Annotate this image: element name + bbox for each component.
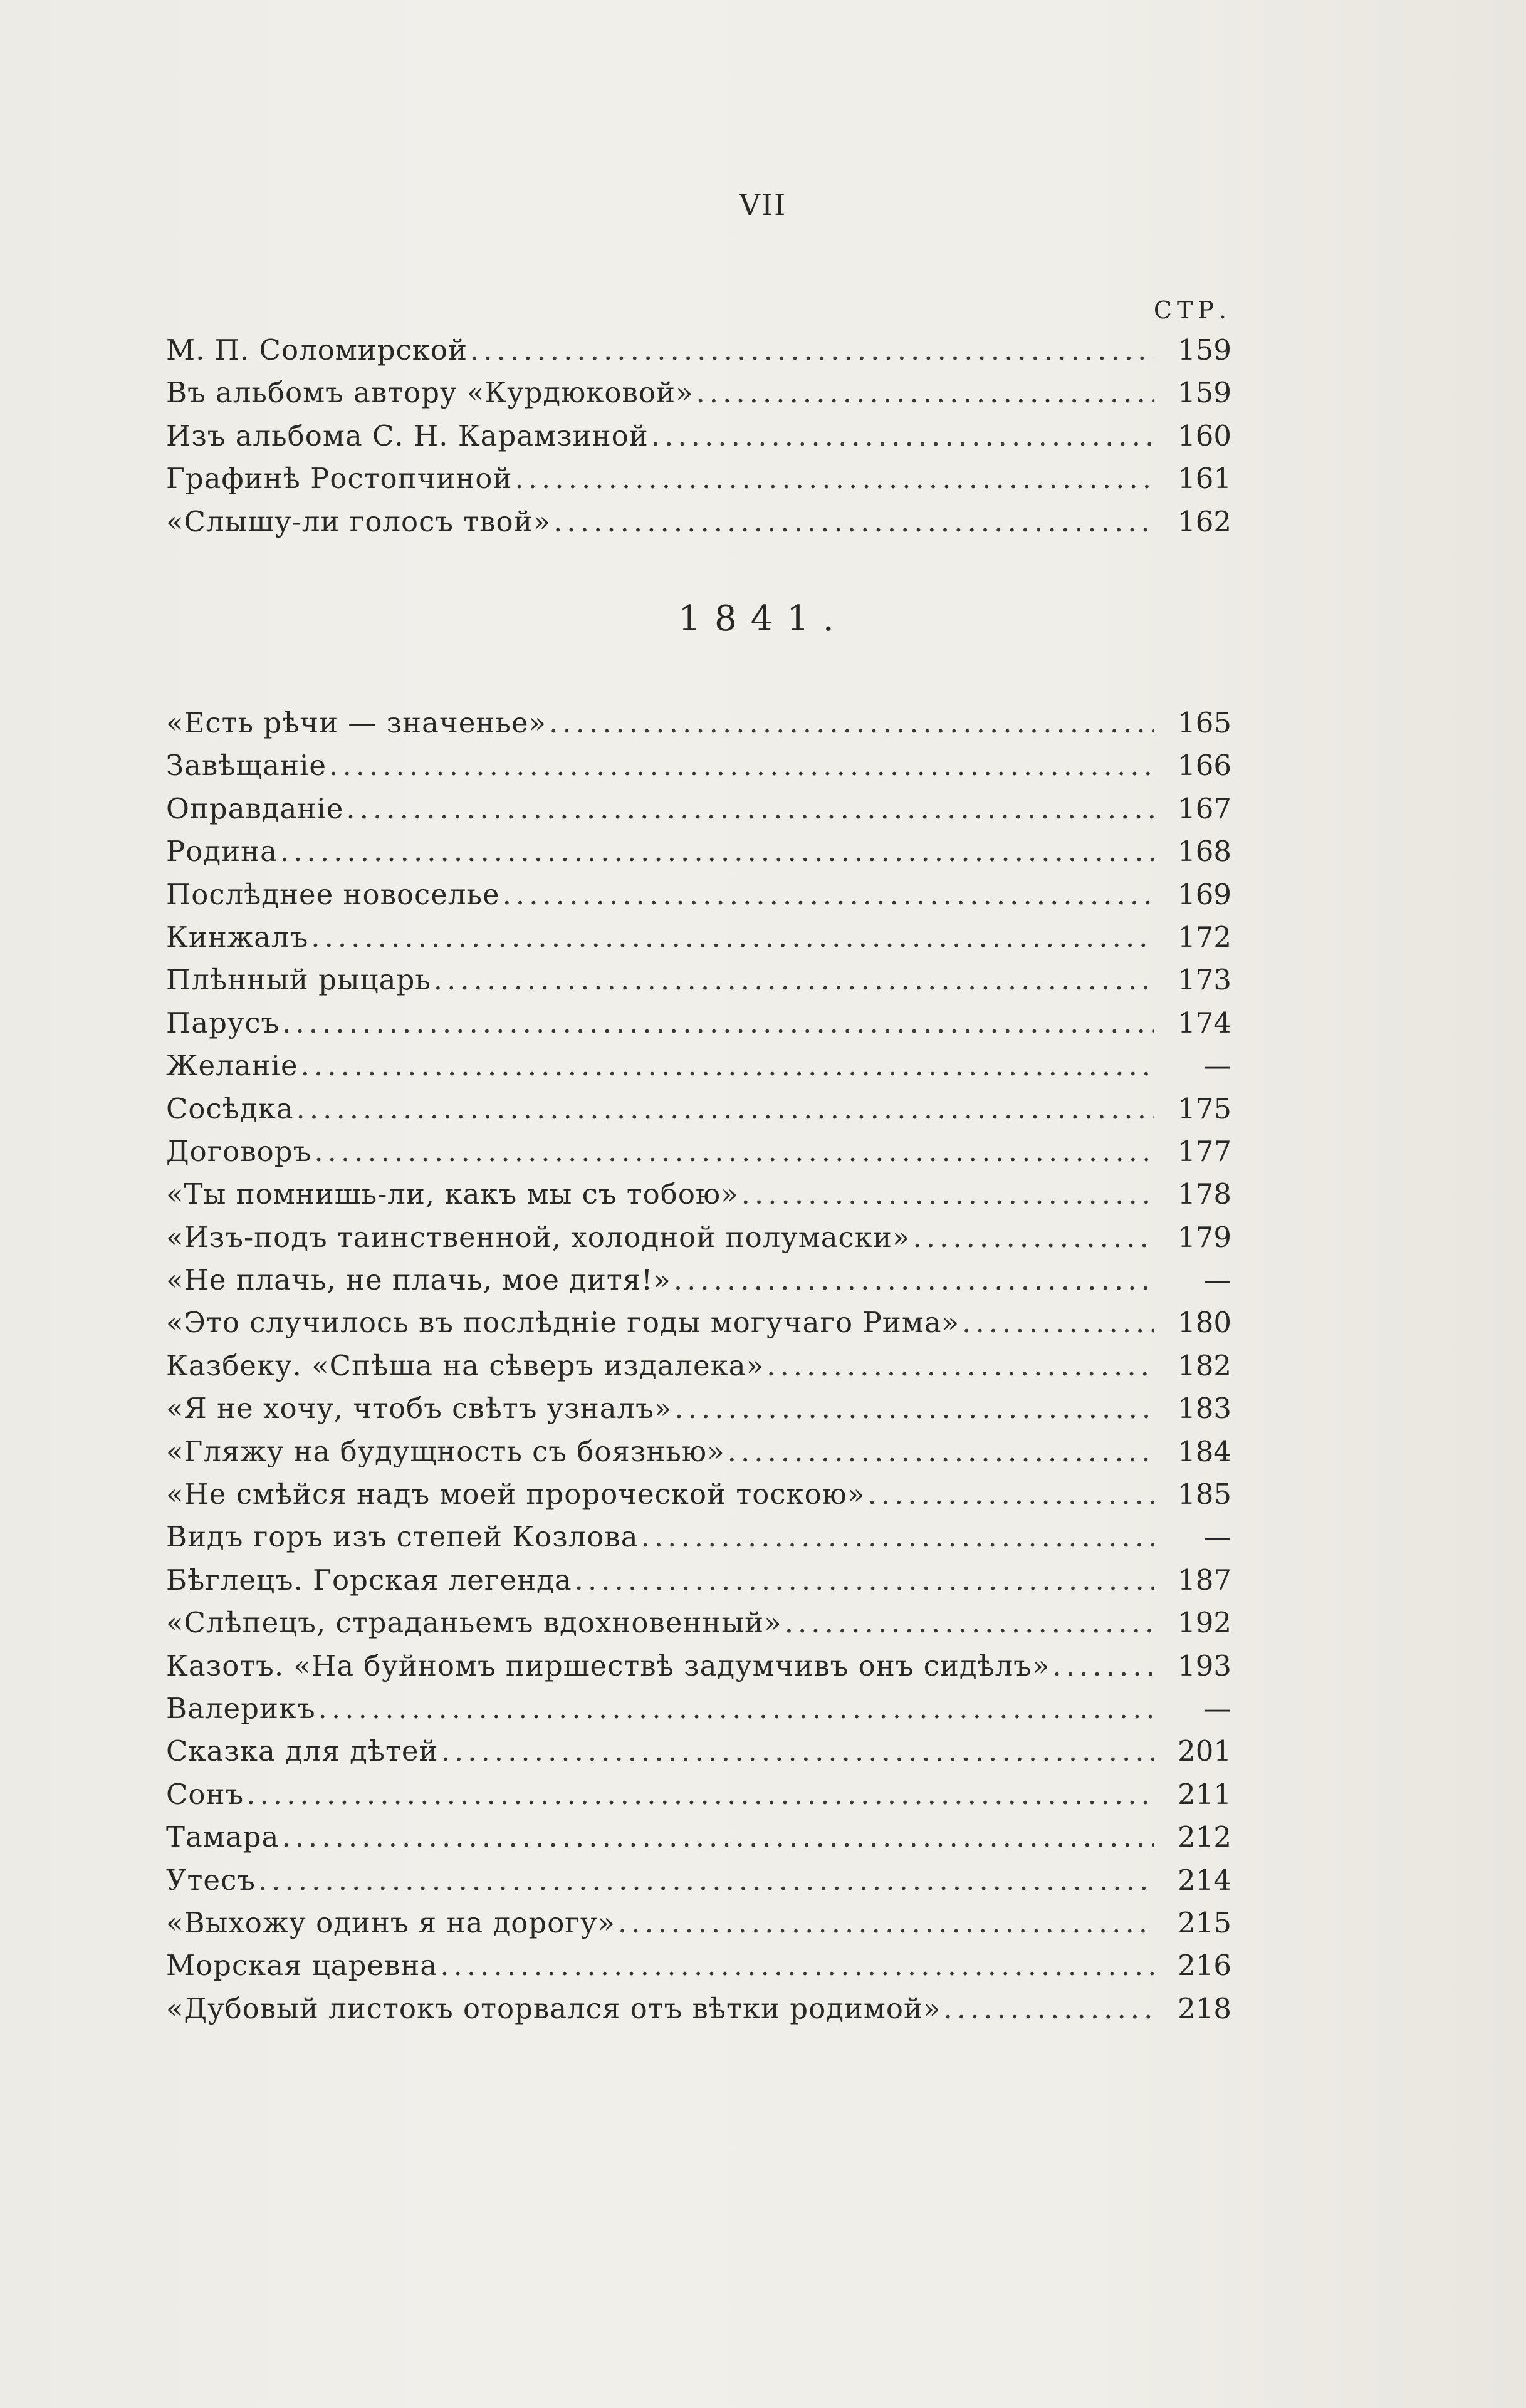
toc-entry-title: «Дубовый листокъ оторвался отъ вѣтки родимой» — [166, 1991, 941, 2025]
toc-entry — [166, 1559, 1231, 1602]
dot-leader — [329, 744, 1154, 787]
dot-leader — [470, 329, 1154, 372]
toc-entry — [166, 1387, 1231, 1430]
dot-leader — [296, 1088, 1154, 1130]
toc-entry-page: 177 — [1178, 1134, 1231, 1168]
toc-entry-title: Тамара — [166, 1820, 280, 1854]
toc-entry-page: 212 — [1178, 1820, 1231, 1854]
toc-entry-page: 161 — [1178, 462, 1231, 496]
dot-leader — [280, 830, 1154, 873]
toc-entry-page: 182 — [1178, 1348, 1231, 1382]
dot-leader — [867, 1473, 1154, 1516]
toc-entry-page: 166 — [1178, 749, 1231, 783]
toc-entry — [166, 1002, 1231, 1045]
toc-entry-title: Плѣнный рыцарь — [166, 963, 431, 997]
dot-leader — [258, 1859, 1154, 1902]
toc-entry — [166, 1730, 1231, 1773]
dot-leader — [441, 1730, 1154, 1773]
toc-entry — [166, 329, 1231, 372]
dot-leader — [785, 1602, 1154, 1644]
toc-entry-title: Видъ горъ изъ степей Козлова — [166, 1520, 639, 1554]
toc-entry — [166, 1988, 1231, 2030]
toc-entry-page: 175 — [1178, 1092, 1231, 1125]
toc-entry-title: Изъ альбома С. Н. Карамзиной — [166, 419, 649, 452]
toc-entry — [166, 1088, 1231, 1130]
toc-entry-page: 179 — [1178, 1220, 1231, 1254]
toc-entry-page: 216 — [1178, 1949, 1231, 1983]
toc-entry — [166, 1902, 1231, 1944]
dot-leader — [503, 873, 1154, 916]
toc-entry — [166, 1345, 1231, 1387]
toc-entry — [166, 1944, 1231, 1987]
dot-leader — [434, 959, 1154, 1001]
toc-entry-title: Сосѣдка — [166, 1092, 294, 1125]
dot-leader — [314, 1130, 1154, 1173]
dot-leader — [282, 1002, 1154, 1045]
dot-leader — [311, 916, 1154, 959]
toc-entry-title: «Слышу-ли голосъ твой» — [166, 504, 551, 538]
toc-entry-title: Бѣглецъ. Горская легенда — [166, 1563, 572, 1597]
toc-entry-title: Послѣднее новоселье — [166, 877, 500, 911]
toc-entry-title: Сказка для дѣтей — [166, 1734, 439, 1768]
toc-entry-page: 187 — [1178, 1563, 1231, 1597]
toc-entry-page: 218 — [1178, 1991, 1231, 2025]
year-heading: 1841. — [678, 598, 848, 639]
dot-leader — [674, 1387, 1154, 1430]
toc-entry — [166, 372, 1231, 414]
toc-entry — [166, 415, 1231, 457]
dot-leader — [440, 1944, 1154, 1987]
toc-entry-page: 169 — [1178, 877, 1231, 911]
dot-leader — [281, 1816, 1154, 1858]
toc-entry-page: 192 — [1178, 1606, 1231, 1640]
toc-list-a — [166, 329, 1231, 543]
toc-entry — [166, 1045, 1231, 1087]
toc-entry-page: 214 — [1178, 1863, 1231, 1897]
dot-leader — [575, 1559, 1154, 1602]
toc-entry-page: 160 — [1178, 419, 1231, 452]
toc-entry-page: — — [1203, 1520, 1231, 1554]
toc-entry-page: — — [1203, 1691, 1231, 1725]
toc-entry-title: «Это случилось въ послѣдніе годы могучаго Рима» — [166, 1306, 960, 1340]
dot-leader — [641, 1516, 1154, 1558]
toc-entry — [166, 702, 1231, 744]
dot-leader — [962, 1301, 1154, 1344]
toc-entry-page: 215 — [1178, 1905, 1231, 1939]
toc-entry-page: 185 — [1178, 1478, 1231, 1511]
toc-entry-title: Оправданіе — [166, 791, 344, 825]
dot-leader — [346, 788, 1154, 830]
toc-entry-title: «Не смѣйся надъ моей пророческой тоскою» — [166, 1478, 865, 1511]
toc-entry-title: Графинѣ Ростопчиной — [166, 462, 513, 496]
column-header-page: СТР. — [1153, 296, 1231, 324]
toc-entry-page: 159 — [1178, 333, 1231, 367]
dot-leader — [553, 501, 1154, 543]
toc-entry-title: М. П. Соломирской — [166, 333, 468, 367]
toc-entry — [166, 916, 1231, 959]
toc-section-a — [166, 291, 1231, 543]
toc-section-b — [166, 702, 1231, 2030]
toc-entry-title: Въ альбомъ автору «Курдюковой» — [166, 376, 694, 410]
toc-entry — [166, 501, 1231, 543]
toc-entry — [166, 1816, 1231, 1858]
toc-entry-title: Договоръ — [166, 1134, 312, 1168]
dot-leader — [318, 1687, 1154, 1730]
dot-leader — [549, 702, 1154, 744]
toc-entry-title: «Гляжу на будущность съ боязнью» — [166, 1434, 725, 1468]
dot-leader — [651, 415, 1154, 457]
dot-leader — [674, 1259, 1154, 1301]
toc-entry — [166, 1516, 1231, 1558]
dot-leader — [515, 457, 1154, 500]
dot-leader — [1052, 1645, 1154, 1687]
toc-entry-page: 211 — [1178, 1777, 1231, 1811]
toc-entry-title: Сонъ — [166, 1777, 244, 1811]
toc-entry-page: 172 — [1178, 920, 1231, 954]
toc-entry-title: «Я не хочу, чтобъ свѣтъ узналъ» — [166, 1392, 672, 1426]
dot-leader — [741, 1173, 1154, 1216]
toc-entry-title: Кинжалъ — [166, 920, 309, 954]
toc-entry — [166, 1645, 1231, 1687]
toc-entry — [166, 1473, 1231, 1516]
toc-entry — [166, 1130, 1231, 1173]
toc-entry-page: 174 — [1178, 1006, 1231, 1040]
toc-entry-title: Завѣщаніе — [166, 749, 327, 783]
toc-entry-page: 180 — [1178, 1306, 1231, 1340]
dot-leader — [696, 372, 1154, 414]
toc-entry-title: «Слѣпецъ, страданьемъ вдохновенный» — [166, 1606, 782, 1640]
dot-leader — [618, 1902, 1154, 1944]
toc-entry — [166, 1773, 1231, 1816]
toc-list-b — [166, 702, 1231, 2030]
toc-entry — [166, 744, 1231, 787]
toc-entry-page: 162 — [1178, 504, 1231, 538]
toc-entry-title: «Выхожу одинъ я на дорогу» — [166, 1905, 615, 1939]
toc-entry — [166, 1301, 1231, 1344]
toc-entry — [166, 1431, 1231, 1473]
toc-entry-page: 165 — [1178, 706, 1231, 739]
toc-entry — [166, 959, 1231, 1001]
toc-entry — [166, 1216, 1231, 1259]
toc-entry — [166, 1687, 1231, 1730]
toc-entry-page: 167 — [1178, 791, 1231, 825]
toc-entry — [166, 873, 1231, 916]
toc-entry-title: Парусъ — [166, 1006, 280, 1040]
toc-entry-title: «Не плачь, не плачь, мое дитя!» — [166, 1263, 671, 1297]
toc-entry-page: 159 — [1178, 376, 1231, 410]
dot-leader — [246, 1773, 1154, 1816]
toc-entry-page: 184 — [1178, 1434, 1231, 1468]
toc-entry-title: «Есть рѣчи — значенье» — [166, 706, 546, 739]
toc-entry-page: 168 — [1178, 835, 1231, 868]
toc-entry — [166, 1859, 1231, 1902]
dot-leader — [944, 1988, 1154, 2030]
toc-entry-page: 178 — [1178, 1177, 1231, 1211]
toc-entry-page: 193 — [1178, 1649, 1231, 1682]
toc-entry-page: 183 — [1178, 1392, 1231, 1426]
toc-entry — [166, 788, 1231, 830]
toc-entry — [166, 1173, 1231, 1216]
toc-entry — [166, 830, 1231, 873]
toc-entry — [166, 1259, 1231, 1301]
toc-entry — [166, 1602, 1231, 1644]
toc-entry — [166, 457, 1231, 500]
toc-entry-title: «Ты помнишь-ли, какъ мы съ тобою» — [166, 1177, 739, 1211]
dot-leader — [912, 1216, 1154, 1259]
toc-entry-title: Родина — [166, 835, 278, 868]
toc-entry-title: Казотъ. «На буйномъ пиршествѣ задумчивъ онъ сидѣлъ» — [166, 1649, 1050, 1682]
toc-entry-title: Желаніе — [166, 1049, 298, 1083]
toc-entry-title: Валерикъ — [166, 1691, 316, 1725]
dot-leader — [301, 1045, 1154, 1087]
toc-entry-page: — — [1203, 1263, 1231, 1297]
toc-entry-title: Утесъ — [166, 1863, 256, 1897]
dot-leader — [728, 1431, 1154, 1473]
toc-entry-page: 201 — [1178, 1734, 1231, 1768]
dot-leader — [766, 1345, 1154, 1387]
page-number: VII — [739, 188, 787, 222]
toc-entry-page: — — [1203, 1049, 1231, 1083]
toc-entry-title: Казбеку. «Спѣша на сѣверъ издалека» — [166, 1348, 765, 1382]
toc-entry-title: «Изъ-подъ таинственной, холодной полумаски» — [166, 1220, 911, 1254]
toc-entry-title: Морская царевна — [166, 1949, 438, 1983]
toc-entry-page: 173 — [1178, 963, 1231, 997]
